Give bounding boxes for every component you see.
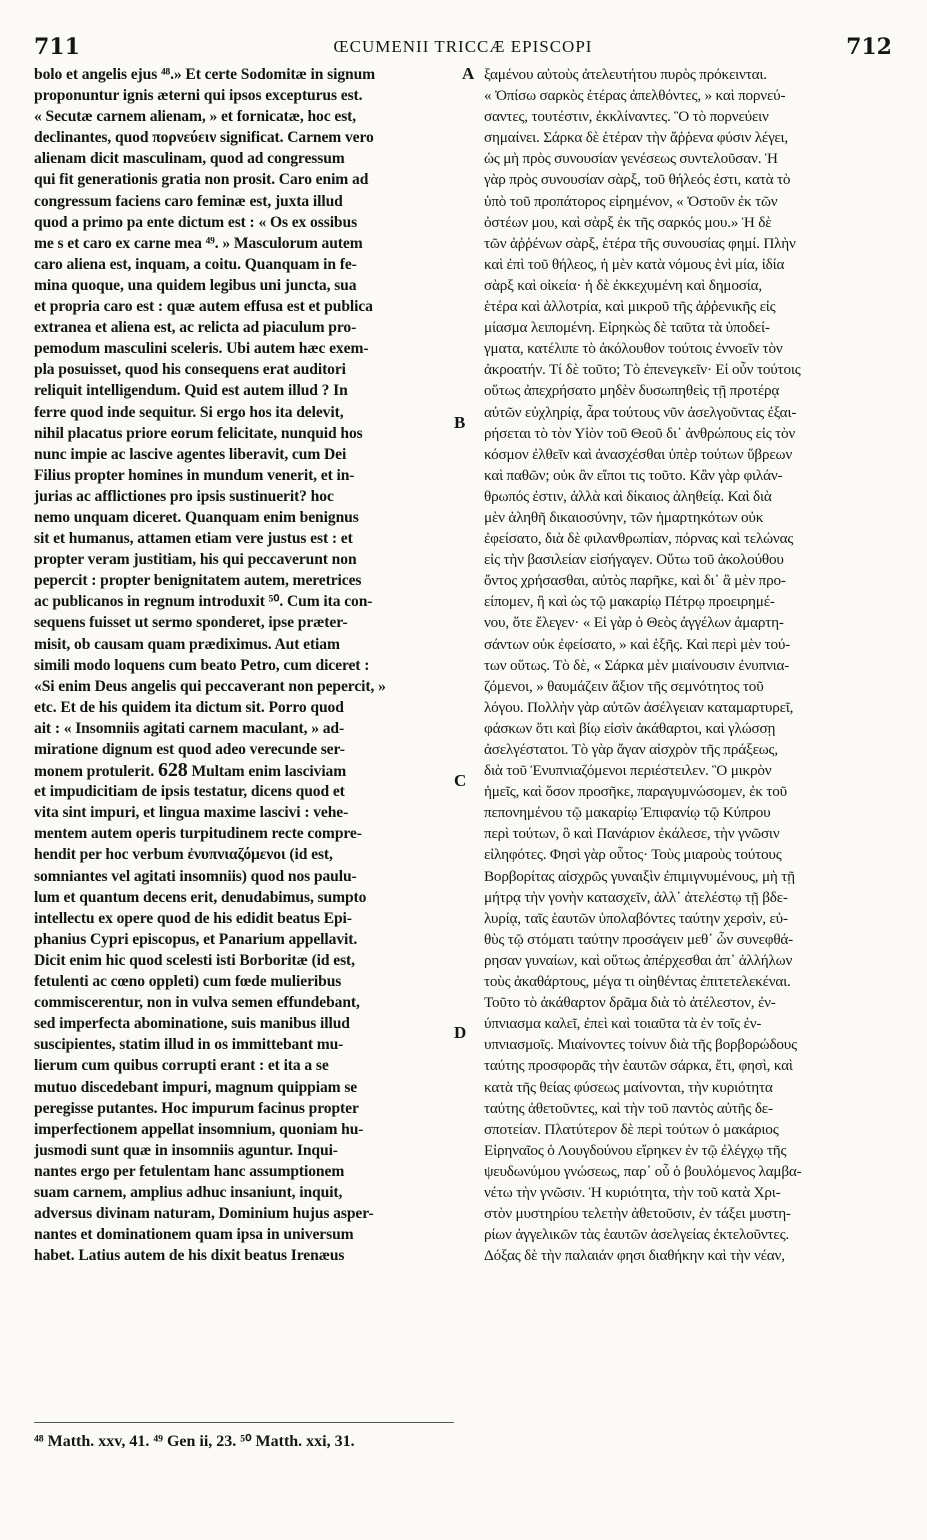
text-line: ac publicanos in regnum introduxit ⁵⁰. Cum ita con- [34,593,373,611]
text-line: et propria caro est : quæ autem effusa est et publica [34,298,373,316]
text-line: φάσκων ὅτι καὶ βίῳ εἰσὶν ἀκάθαρτοι, καὶ γλώσσῃ [484,719,776,737]
text-line: εἰληφότες. Φησὶ γὰρ οὗτος· Τοὺς μιαροὺς τούτους [484,846,782,864]
text-line: reliquit intelligendum. Quid est autem illud ? In [34,382,348,400]
text-line: ἀσελγέστατοι. Τὸ γὰρ ἄγαν αἰσχρὸν τῆς πράξεως, [484,741,778,758]
text-line: Εἰρηναῖος ὁ Λουγδούνου εἴρηκεν ἐν τῷ ἐλέγχῳ τῆς [484,1141,787,1159]
text-line: fetulenti ac cœno oppleti) cum fœde mulieribus [34,973,342,991]
text-line: ξαμένου αὐτοὺς ἀτελευτήτου πυρὸς πρόκεινται. [484,66,767,83]
footnote-rule [34,1422,454,1423]
text-line: pemodum masculini sceleris. Ubi autem hæc exem- [34,340,369,358]
text-line: τῶν ἀῤῥένων σὰρξ, ἑτέρα τῆς συνουσίας φημί. Πλὴν [484,234,796,252]
text-line: τοὺς ἀκαθάρτους, μέγα τι οἰηθέντας ἐπιτετελεκέναι. [484,973,791,991]
text-line: proponuntur ignis æterni qui ipsos excepturus est. [34,87,363,105]
text-line: Βορβορίτας αἰσχρῶς γυναιξὶν ἐπιμιγνυμένους, μὴ τῇ [484,867,795,885]
text-line: qui fit generationis gratia non prosit. Caro enim ad [34,171,369,189]
text-line: μίασμα λειπομένη. Εἰρηκὼς δὲ ταῦτα τὰ ὑποδεί- [484,319,770,337]
text-line: suscipientes, statim illud in os immittebant mu- [34,1036,344,1054]
text-line: ait : « Insomniis agitati carnem maculant, » ad- [34,719,345,737]
text-line: sit et humanus, attamen etiam vere justus est : et [34,530,353,548]
text-line: «Si enim Deus angelis qui peccaverant non pepercit, » [34,677,386,695]
text-line: υπνιασμοῖς. Μιαίνοντες τοίνυν διὰ τῆς βορβορώδους [484,1036,797,1054]
text-line: κόσμον ἐλθεῖν καὶ ἀνασχέσθαι ὑπὲρ τούτων ὕβρεων [484,445,792,463]
text-line: peregisse putantes. Hoc impurum facinus propter [34,1099,359,1117]
text-line: περὶ τούτων, ὃ καὶ Πανάριον ἐκάλεσε, τὴν γνῶσιν [484,825,780,843]
text-line: « Secutæ carnem alienam, » et fornicatæ, hoc est, [34,108,357,126]
text-line: bolo et angelis ejus ⁴⁸.» Et certe Sodomitæ in signum [34,66,376,83]
text-line: caro aliena est, inquam, a coitu. Quanquam in fe- [34,255,357,273]
text-line: ρίων ἀγγελικῶν τὰς ἑαυτῶν ἀσελγείας ἐκτελοῦντες. [484,1226,790,1244]
text-line: phanius Cypri episcopus, et Panarium appellavit. [34,930,358,948]
text-line: ταύτης προσφορᾶς τὴν ἑαυτῶν σάρκα, ἔτι, φησὶ, καὶ [484,1057,793,1075]
text-line: διὰ τοῦ Ἐνυπνιαζόμενοι περιέστειλεν. Ὃ μικρὸν [484,762,772,780]
text-line: misit, ob causam quam prædiximus. Aut etiam [34,635,340,653]
text-line: vita sint impuri, et lingua maxime lascivi : vehe- [34,804,349,822]
text-line: lierum cum quibus corrupti erant : et ita a se [34,1057,329,1075]
text-line: « Ὀπίσω σαρκὸς ἑτέρας ἀπελθόντες, » καὶ πορνεύ- [484,87,786,105]
text-line: ζόμενοι, » θαυμάζειν ἄξιον τῆς σεμνότητος τοῦ [484,677,764,695]
text-line: quod a primo pa ente dictum est : « Os ex ossibus [34,213,358,231]
text-line: extranea et aliena est, ac relicta ad piaculum pro- [34,319,357,337]
text-line: ἡμεῖς, καὶ ὅσον προσῆκε, παραγυμνώσομεν, ἐκ τοῦ [484,783,787,801]
text-line: μήτρᾳ τὴν γονὴν κατασχεῖν, ἀλλ᾽ ἀτελέστῳ τῇ βδε- [484,888,788,906]
text-line: lum et quantum decens erit, denudabimus, sumpto [34,888,367,906]
page-header [34,34,892,64]
text-line: σποτείαν. Πλατύτερον δὲ περὶ τούτων ὁ μακάριος [484,1120,779,1138]
page-number-right: 712 [846,34,892,60]
text-line: Filius propter homines in mundum venerit, et in- [34,466,355,484]
text-line: ὡς μὴ πρὸς συνουσίαν γενέσεως συντελοῦσαν. Ἡ [484,150,778,168]
section-marker-d: D [454,1023,467,1042]
text-line: etc. Et de his quidem ita dictum sit. Porro quod [34,698,344,716]
text-line: ταύτης ἀθετοῦντες, καὶ τὴν τοῦ παντὸς αὐτῆς δε- [484,1099,773,1117]
section-marker-b: B [454,413,466,432]
text-line: μὲν ἀληθῆ δικαιοσύνην, τῶν ἡμαρτηκότων οὐκ [484,508,764,526]
text-line: αὐτῶν εὐχληρίᾳ, ἆρα τούτους νῦν ἀσελγοῦντας ἐξαι- [484,403,797,421]
section-marker-c: C [454,771,467,790]
text-line: nantes et dominationem quam ipsa in universum [34,1226,354,1244]
text-line: είπομεν, ἢ καὶ ὡς τῷ μακαρίῳ Πέτρῳ προειρημέ- [484,593,775,611]
text-line: καὶ παθῶν; οὐκ ἂν εἴποι τις τοῦτο. Κἂν γὰρ φιλάν- [484,466,783,484]
text-line: ρήσεται τὸ τὸν Υἱὸν τοῦ Θεοῦ δι᾽ ἀνθρώπους εἰς τὸν [484,424,796,442]
text-line: ρησαν γυναίων, καὶ οὕτως ἀπέρχεσθαι ἀπ᾽ ἀλλήλων [484,951,793,969]
text-line: σάντων οὐκ ἐφείσατο, » καὶ ἑξῆς. Καὶ περὶ μὲν τού- [484,635,791,653]
text-line: λυρίᾳ, ταῖς ἑαυτῶν ὑπολαβόντες ταύτην χερσὶν, εὐ- [484,909,788,927]
text-line: κατὰ τῆς θείας φύσεως μαίνονται, τὴν κυριότητα [484,1078,773,1096]
text-line: simili modo loquens cum beato Petro, cum diceret : [34,656,370,674]
section-marker-a: A [462,64,475,83]
text-line: sequens fuisset ut sermo sponderet, ipse præter- [34,614,348,632]
text-line: πεπονημένου τῷ μακαρίῳ Ἐπιφανίῳ τῷ Κύπρου [484,804,771,822]
text-line: miratione dignum est quod adeo verecunde ser- [34,741,345,758]
text-line: των οὕτως. Τὸ δὲ, « Σάρκα μὲν μιαίνουσιν ἐνυπνια- [484,656,790,674]
text-line: σημαίνει. Σάρκα δὲ ἑτέραν τὴν ἄῤῥενα φύσιν λέγει, [484,129,788,147]
text-line: Δόξας δὲ τὴν παλαιάν φησι διαθήκην καὶ τὴν νέαν, [484,1247,785,1265]
page-number-left: 711 [34,34,80,60]
text-line: νέτω τὴν γνῶσιν. Ἡ κυριότητα, τὴν τοῦ κατὰ Χρι- [484,1183,781,1201]
text-line: monem protulerit. 628 Multam enim lasciviam [34,760,347,782]
text-line: jurias ac afflictiones pro ipsis sustinuerit? hoc [34,487,334,505]
text-line: Dicit enim hic quod scelesti isti Borboritæ (id est, [34,951,355,969]
text-line: ὀστέων μου, καὶ σὰρξ ἐκ τῆς σαρκός μου.» Ἡ δὲ [484,213,772,231]
text-line: commiscerentur, non in vulva semen effundebant, [34,994,360,1012]
text-line: ὑπὸ τοῦ προπάτορος εἰρημένον, « Ὀστοῦν ἐκ τῶν [484,192,778,210]
text-line: sed imperfecta abominatione, suis manibus illud [34,1015,350,1033]
text-line: nihil placatus priore eorum felicitate, nunquid hos [34,424,363,442]
latin-column [34,64,454,1266]
text-line: pla posuisset, quod his consequens erat auditori [34,361,346,379]
text-line: εἰς τὴν βασιλείαν εἰσήγαγεν. Οὕτω τοῦ ἀκολούθου [484,551,784,569]
text-line: et impudicitiam de ipsis testatur, dicens quod et [34,783,345,801]
text-line: ἑτέρα καὶ ἀλλοτρία, καὶ μικροῦ τῆς ἀῤῥενικῆς εἰς [484,298,776,316]
text-line: σὰρξ καὶ οἰκεία· ἡ δὲ ἐκκεχυμένη καὶ δημοσία, [484,276,762,294]
text-line: propter veram justitiam, his qui peccaverunt non [34,551,357,569]
text-line: me s et caro ex carne mea ⁴⁹. » Masculorum autem [34,234,363,252]
text-line: ferre quod inde sequitur. Si ergo hos ita delevit, [34,403,344,421]
text-line: imperfectionem appellat insomnium, quoniam hu- [34,1120,364,1138]
text-line: suam carnem, amplius adhuc insaniunt, inquit, [34,1183,343,1201]
text-line: mutuo discedebant impuri, magnum quippiam se [34,1078,358,1096]
text-line: καὶ ἐπὶ τοῦ θήλεος, ἡ μὲν κατὰ νόμους ἑνὶ μία, ἰδία [484,255,785,273]
text-line: declinantes, quod πορνεύειν significat. Carnem vero [34,129,374,147]
text-line: ψευδωνύμου γνώσεως, παρ᾽ οὗ ὁ βουλόμενος λαμβα- [484,1162,802,1180]
running-title: ŒCUMENII TRICCÆ EPISCOPI [333,37,593,56]
column-number-inline: 628 [157,760,188,782]
text-line: mina quoque, una quidem legibus uni juncta, sua [34,276,357,294]
text-line: θὺς τῷ στόματι ταύτην προσάγειν μεθ᾽ ὧν συνεφθά- [484,930,794,948]
text-line: θρωπός ἐστιν, ἀλλὰ καὶ δίκαιος ἀληθείᾳ. Καὶ διὰ [484,487,772,505]
text-line: στὸν μυστηρίου τελετὴν ἀθετοῦσιν, ἐν τάξει μυστη- [484,1205,791,1223]
text-line: νου, ὅτε ἔλεγεν· « Εἰ γὰρ ὁ Θεὸς ἀγγέλων ἁμαρτη- [484,614,784,632]
text-line: alienam dicit masculinam, quod ad congressum [34,150,345,168]
text-line: ἐφείσατο, διὰ δὲ φιλανθρωπίαν, πόρνας καὶ τελώνας [484,530,794,548]
greek-column [484,64,890,1266]
text-line: nunc impie ac lascive agentes liberavit, cum Dei [34,445,347,463]
text-line: Τοῦτο τὸ ἀκάθαρτον δρᾶμα διὰ τὸ ἀτέλεστον, ἐν- [484,994,776,1012]
footnotes: ⁴⁸ Matth. xxv, 41. ⁴⁹ Gen ii, 23. ⁵⁰ Matth. xxi, 31. [34,1433,355,1450]
text-line: οὕτως ἀπεχρήσατο μηδὲν δυσωπηθεὶς τῇ προτέρᾳ [484,382,780,400]
text-line: pepercit : propter benignitatem autem, meretrices [34,572,362,590]
text-line: adversus divinam naturam, Dominium hujus asper- [34,1205,374,1223]
text-line: γματα, κατέλιπε τὸ ἀκόλουθον τούτοις ἐννοεῖν τὸν [484,340,783,358]
text-line: hendit per hoc verbum ἐνυπνιαζόμενοι (id est, [34,846,333,864]
text-line: somniantes vel agitati insomniis) quod nos paulu- [34,867,357,885]
text-line: ὄντος χρήσασθαι, αὐτὸς παρῆκε, καὶ δι᾽ ἃ μὲν προ- [484,572,786,590]
text-line: mentem autem operis turpitudinem recte compre- [34,825,362,843]
text-line: γὰρ πρὸς συνουσίαν σὰρξ, τοῦ θήλεός ἐστι, κατὰ τὸ [484,171,791,189]
text-line: ύπνιασμα καλεῖ, ἐπεὶ καὶ τοιαῦτα τὰ ἐν τοῖς ἐν- [484,1015,762,1033]
text-line: intellectu ex opere quod de his edidit beatus Epi- [34,909,352,927]
text-line: σαντες, τουτέστιν, ἐκκλίναντες. Ὃ τὸ πορνεύειν [484,108,769,126]
text-line: λόγου. Πολλὴν γὰρ αὐτῶν ἀσέλγειαν καταμαρτυρεῖ, [484,698,794,716]
text-line: nemo unquam diceret. Quanquam enim benignus [34,508,359,526]
text-line: jusmodi sunt quæ in insomniis aguntur. Inqui- [34,1141,338,1159]
text-line: habet. Latius autem de his dixit beatus Irenæus [34,1247,345,1265]
text-line: congressum faciens caro feminæ est, juxta illud [34,192,343,210]
text-line: ἀκροατήν. Τί δὲ τοῦτο; Τὸ ἐπενεγκεῖν· Εἰ οὖν τούτοις [484,361,801,379]
text-line: nantes ergo per fetulentam hanc assumptionem [34,1162,345,1180]
